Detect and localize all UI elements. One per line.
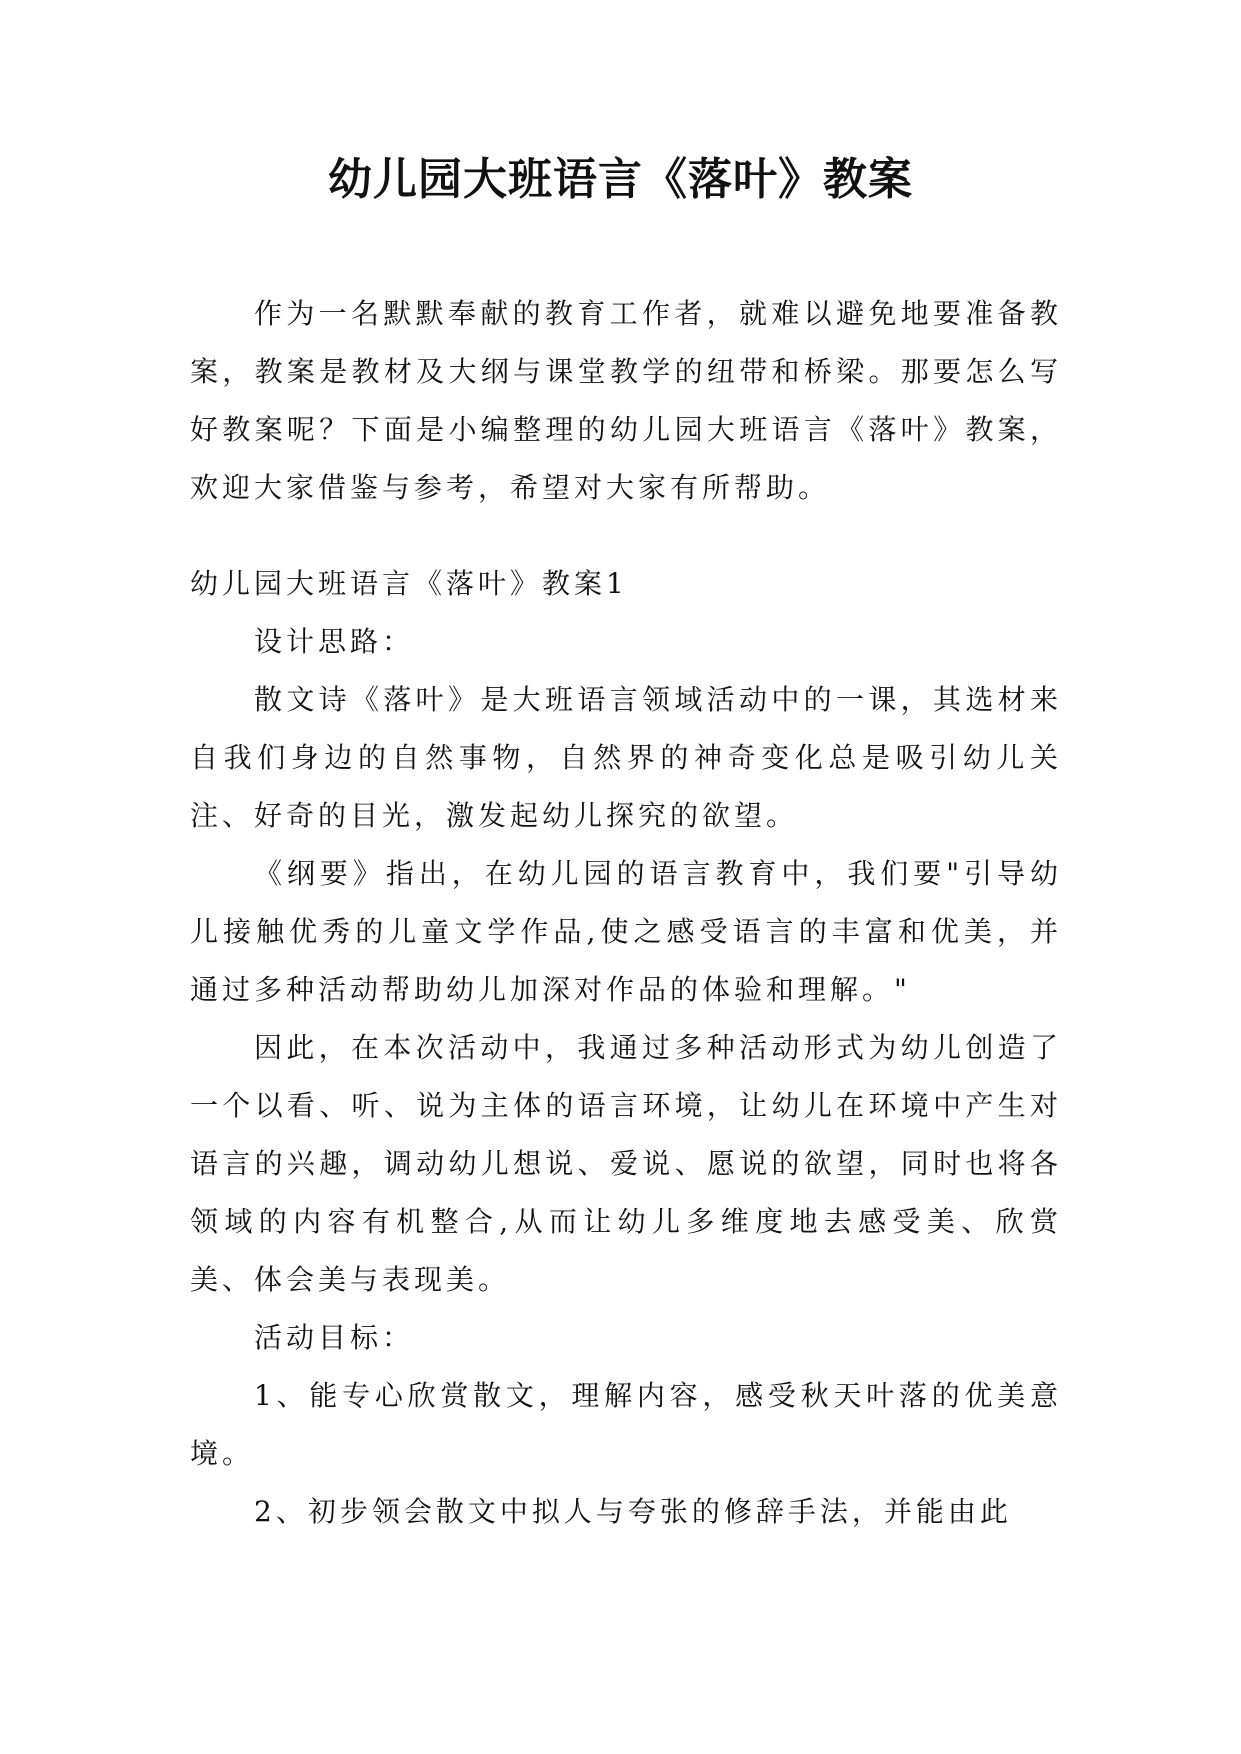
design-paragraph-3: 因此，在本次活动中，我通过多种活动形式为幼儿创造了一个以看、听、说为主体的语言环境，让幼儿在环境中产生对语言的兴趣，调动幼儿想说、爱说、愿说的欲望，同时也将各领域的内容有机整合,从而让幼儿多维度地去感受美、欣赏美、体会美与表现美。 bbox=[190, 1031, 1062, 1296]
document-body bbox=[190, 285, 1062, 1541]
goals-label: 活动目标： bbox=[254, 1321, 415, 1354]
design-paragraph-2: 《纲要》指出，在幼儿园的语言教育中，我们要"引导幼儿接触优秀的儿童文学作品,使之感受语言的丰富和优美，并通过多种活动帮助幼儿加深对作品的体验和理解。" bbox=[190, 857, 1062, 1006]
design-label: 设计思路： bbox=[254, 625, 415, 658]
document-title: 幼儿园大班语言《落叶》教案 bbox=[328, 154, 913, 205]
section-heading: 幼儿园大班语言《落叶》教案1 bbox=[190, 567, 628, 600]
goal-item-2: 2、初步领会散文中拟人与夸张的修辞手法，并能由此 bbox=[254, 1495, 1012, 1528]
goal-item-1: 1、能专心欣赏散文，理解内容，感受秋天叶落的优美意境。 bbox=[190, 1379, 1062, 1470]
intro-paragraph: 作为一名默默奉献的教育工作者，就难以避免地要准备教案，教案是教材及大纲与课堂教学的纽带和桥梁。那要怎么写好教案呢？下面是小编整理的幼儿园大班语言《落叶》教案，欢迎大家借鉴与参考，希望对大家有所帮助。 bbox=[190, 297, 1062, 504]
design-paragraph-1: 散文诗《落叶》是大班语言领域活动中的一课，其选材来自我们身边的自然事物，自然界的神奇变化总是吸引幼儿关注、好奇的目光，激发起幼儿探究的欲望。 bbox=[190, 683, 1062, 832]
